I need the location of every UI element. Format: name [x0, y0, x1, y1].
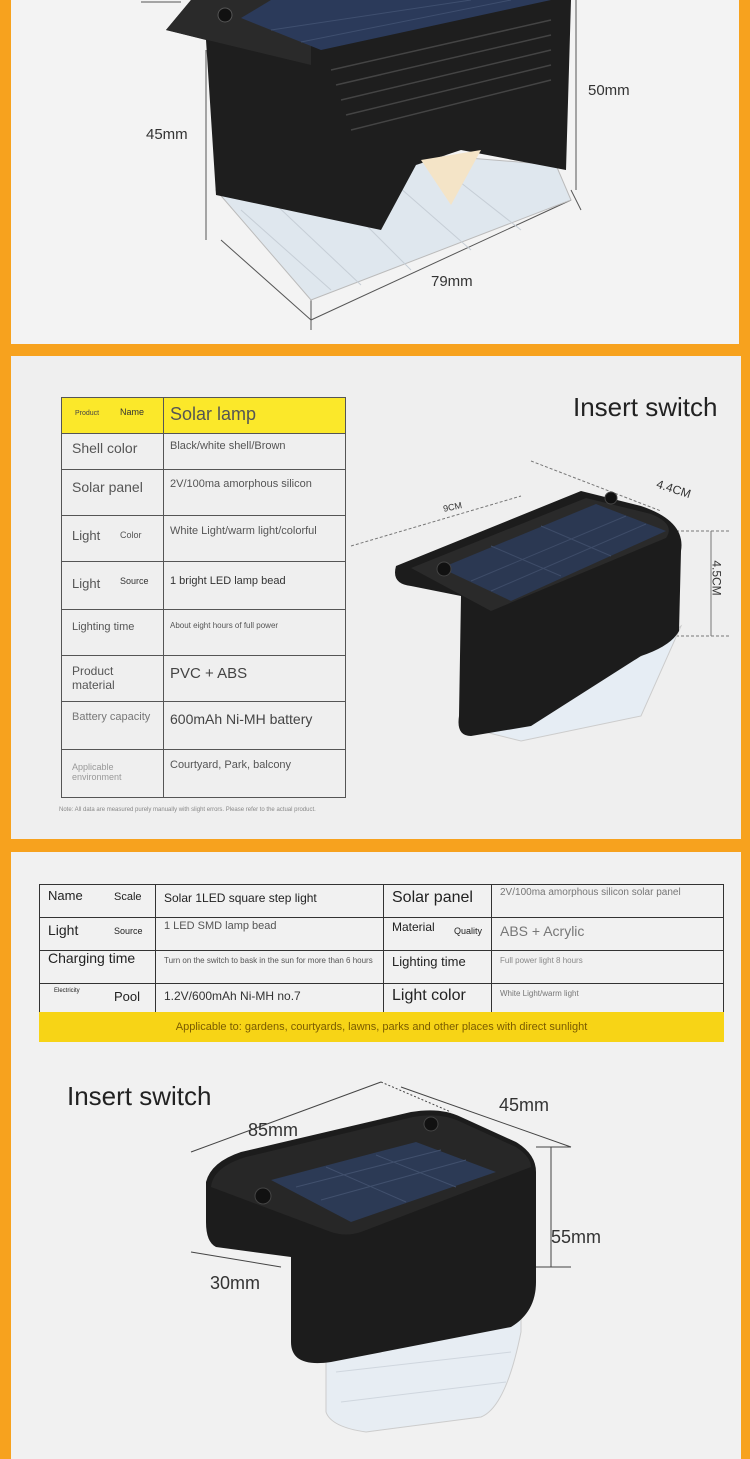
dim-label-length: 79mm: [431, 273, 473, 290]
spec-key: Solar panel: [62, 470, 164, 515]
spec-row: [62, 702, 345, 750]
spec-row: [62, 750, 345, 797]
spec2-value: Solar 1LED square step light: [156, 885, 384, 917]
spec2-value: 1 LED SMD lamp bead: [156, 918, 384, 950]
spec-row: [62, 470, 345, 516]
spec2-key: [40, 885, 156, 917]
spec-key-light-source: [62, 562, 164, 609]
spec-key: Light: [72, 576, 101, 591]
spec2-key-label: Name: [48, 888, 83, 903]
spec-value: 2V/100ma amorphous silicon: [170, 478, 312, 490]
spec2-row: [40, 885, 723, 918]
dim-label-height: 55mm: [551, 1227, 602, 1247]
spec2-key-small: Scale: [114, 891, 142, 903]
spec2-row: [40, 951, 723, 984]
spec2-row: [40, 918, 723, 951]
product-dimension-panel-top: [11, 0, 739, 344]
spec-panel-1: [11, 356, 741, 839]
applicable-note-bar: Applicable to: gardens, courtyards, lawns, parks and other places with direct sunlight: [39, 1012, 724, 1042]
spec-key-small: Color: [120, 530, 142, 540]
spec-header-value: Solar lamp: [170, 404, 257, 424]
spec2-key-2: Lighting time: [384, 951, 492, 983]
spec2-value: 1.2V/600mAh Ni-MH no.7: [156, 984, 384, 1017]
insert-switch-title: Insert switch: [573, 392, 718, 422]
spec-header-key-label: Name: [120, 407, 145, 417]
dim-label-height: 4.5CM: [709, 560, 724, 596]
spec-value: White Light/warm light/colorful: [170, 525, 317, 537]
spec-row: [62, 656, 345, 702]
spec-key: Shell color: [62, 434, 164, 469]
dim-label-width: 45mm: [499, 1095, 550, 1115]
spec2-value-2: Full power light 8 hours: [500, 956, 583, 965]
spec-row: [62, 516, 345, 562]
spec2-key: Charging time: [40, 951, 156, 983]
spec-key: Battery capacity: [62, 702, 164, 749]
spec2-value-2: ABS + Acrylic: [500, 923, 585, 939]
spec2-key: [40, 918, 156, 950]
spec2-key-2: Solar panel: [384, 885, 492, 917]
dim-label-length: 85mm: [248, 1120, 299, 1140]
measurement-note: Note: All data are measured purely manually with slight errors. Please refer to the actual product.: [59, 807, 316, 813]
spec-header-row: [62, 398, 345, 434]
dim-label-depth: 9CM: [442, 500, 463, 514]
spec-value: 600mAh Ni-MH battery: [170, 711, 313, 727]
dim-label-height-left: 45mm: [146, 126, 188, 143]
spec-header-key: [62, 398, 164, 433]
spec-row: [62, 434, 345, 470]
spec2-key-2: Light color: [384, 984, 492, 1017]
spec-header-key-small: Product: [75, 410, 100, 417]
spec-table-2: [39, 884, 724, 1018]
spec-row: [62, 610, 345, 656]
spec2-key-small: Electricity: [54, 988, 80, 994]
spec2-key-label: Material: [392, 920, 435, 934]
dim-label-width: 4.4CM: [654, 476, 693, 502]
spec-key: Light: [72, 528, 101, 543]
spec-value: Black/white shell/Brown: [170, 440, 286, 452]
spec2-key-small: Quality: [454, 926, 483, 936]
spec-key: Applicable environment: [62, 750, 164, 797]
insert-switch-title-2: Insert switch: [67, 1081, 212, 1111]
spec-value: About eight hours of full power: [170, 621, 279, 630]
spec-key-small: Source: [120, 576, 149, 586]
spec2-value-2: White Light/warm light: [500, 989, 579, 998]
lamp-illustration-front: [151, 1072, 631, 1452]
spec-table: [61, 397, 346, 798]
spec-value: 1 bright LED lamp bead: [170, 575, 286, 587]
lamp-illustration-side: [341, 456, 741, 756]
spec2-value: Turn on the switch to bask in the sun for more than 6 hours: [156, 951, 384, 983]
spec-value: PVC + ABS: [170, 665, 248, 682]
spec2-key-label: Pool: [114, 989, 141, 1004]
dim-label-height-right: 50mm: [588, 82, 630, 99]
spec2-key-label: Light: [48, 922, 79, 938]
spec2-value-2: 2V/100ma amorphous silicon solar panel: [500, 887, 681, 898]
spec-key-light-color: [62, 516, 164, 561]
spec-key: Lighting time: [62, 610, 164, 655]
lamp-illustration-top: [11, 0, 739, 344]
spec-row: [62, 562, 345, 610]
dim-label-depth: 30mm: [210, 1273, 261, 1293]
spec2-key-2: [384, 918, 492, 950]
spec-value: Courtyard, Park, balcony: [170, 759, 292, 771]
spec-key: Product material: [62, 656, 164, 701]
spec-panel-2: [11, 852, 741, 1459]
spec2-key-small: Source: [114, 926, 143, 936]
